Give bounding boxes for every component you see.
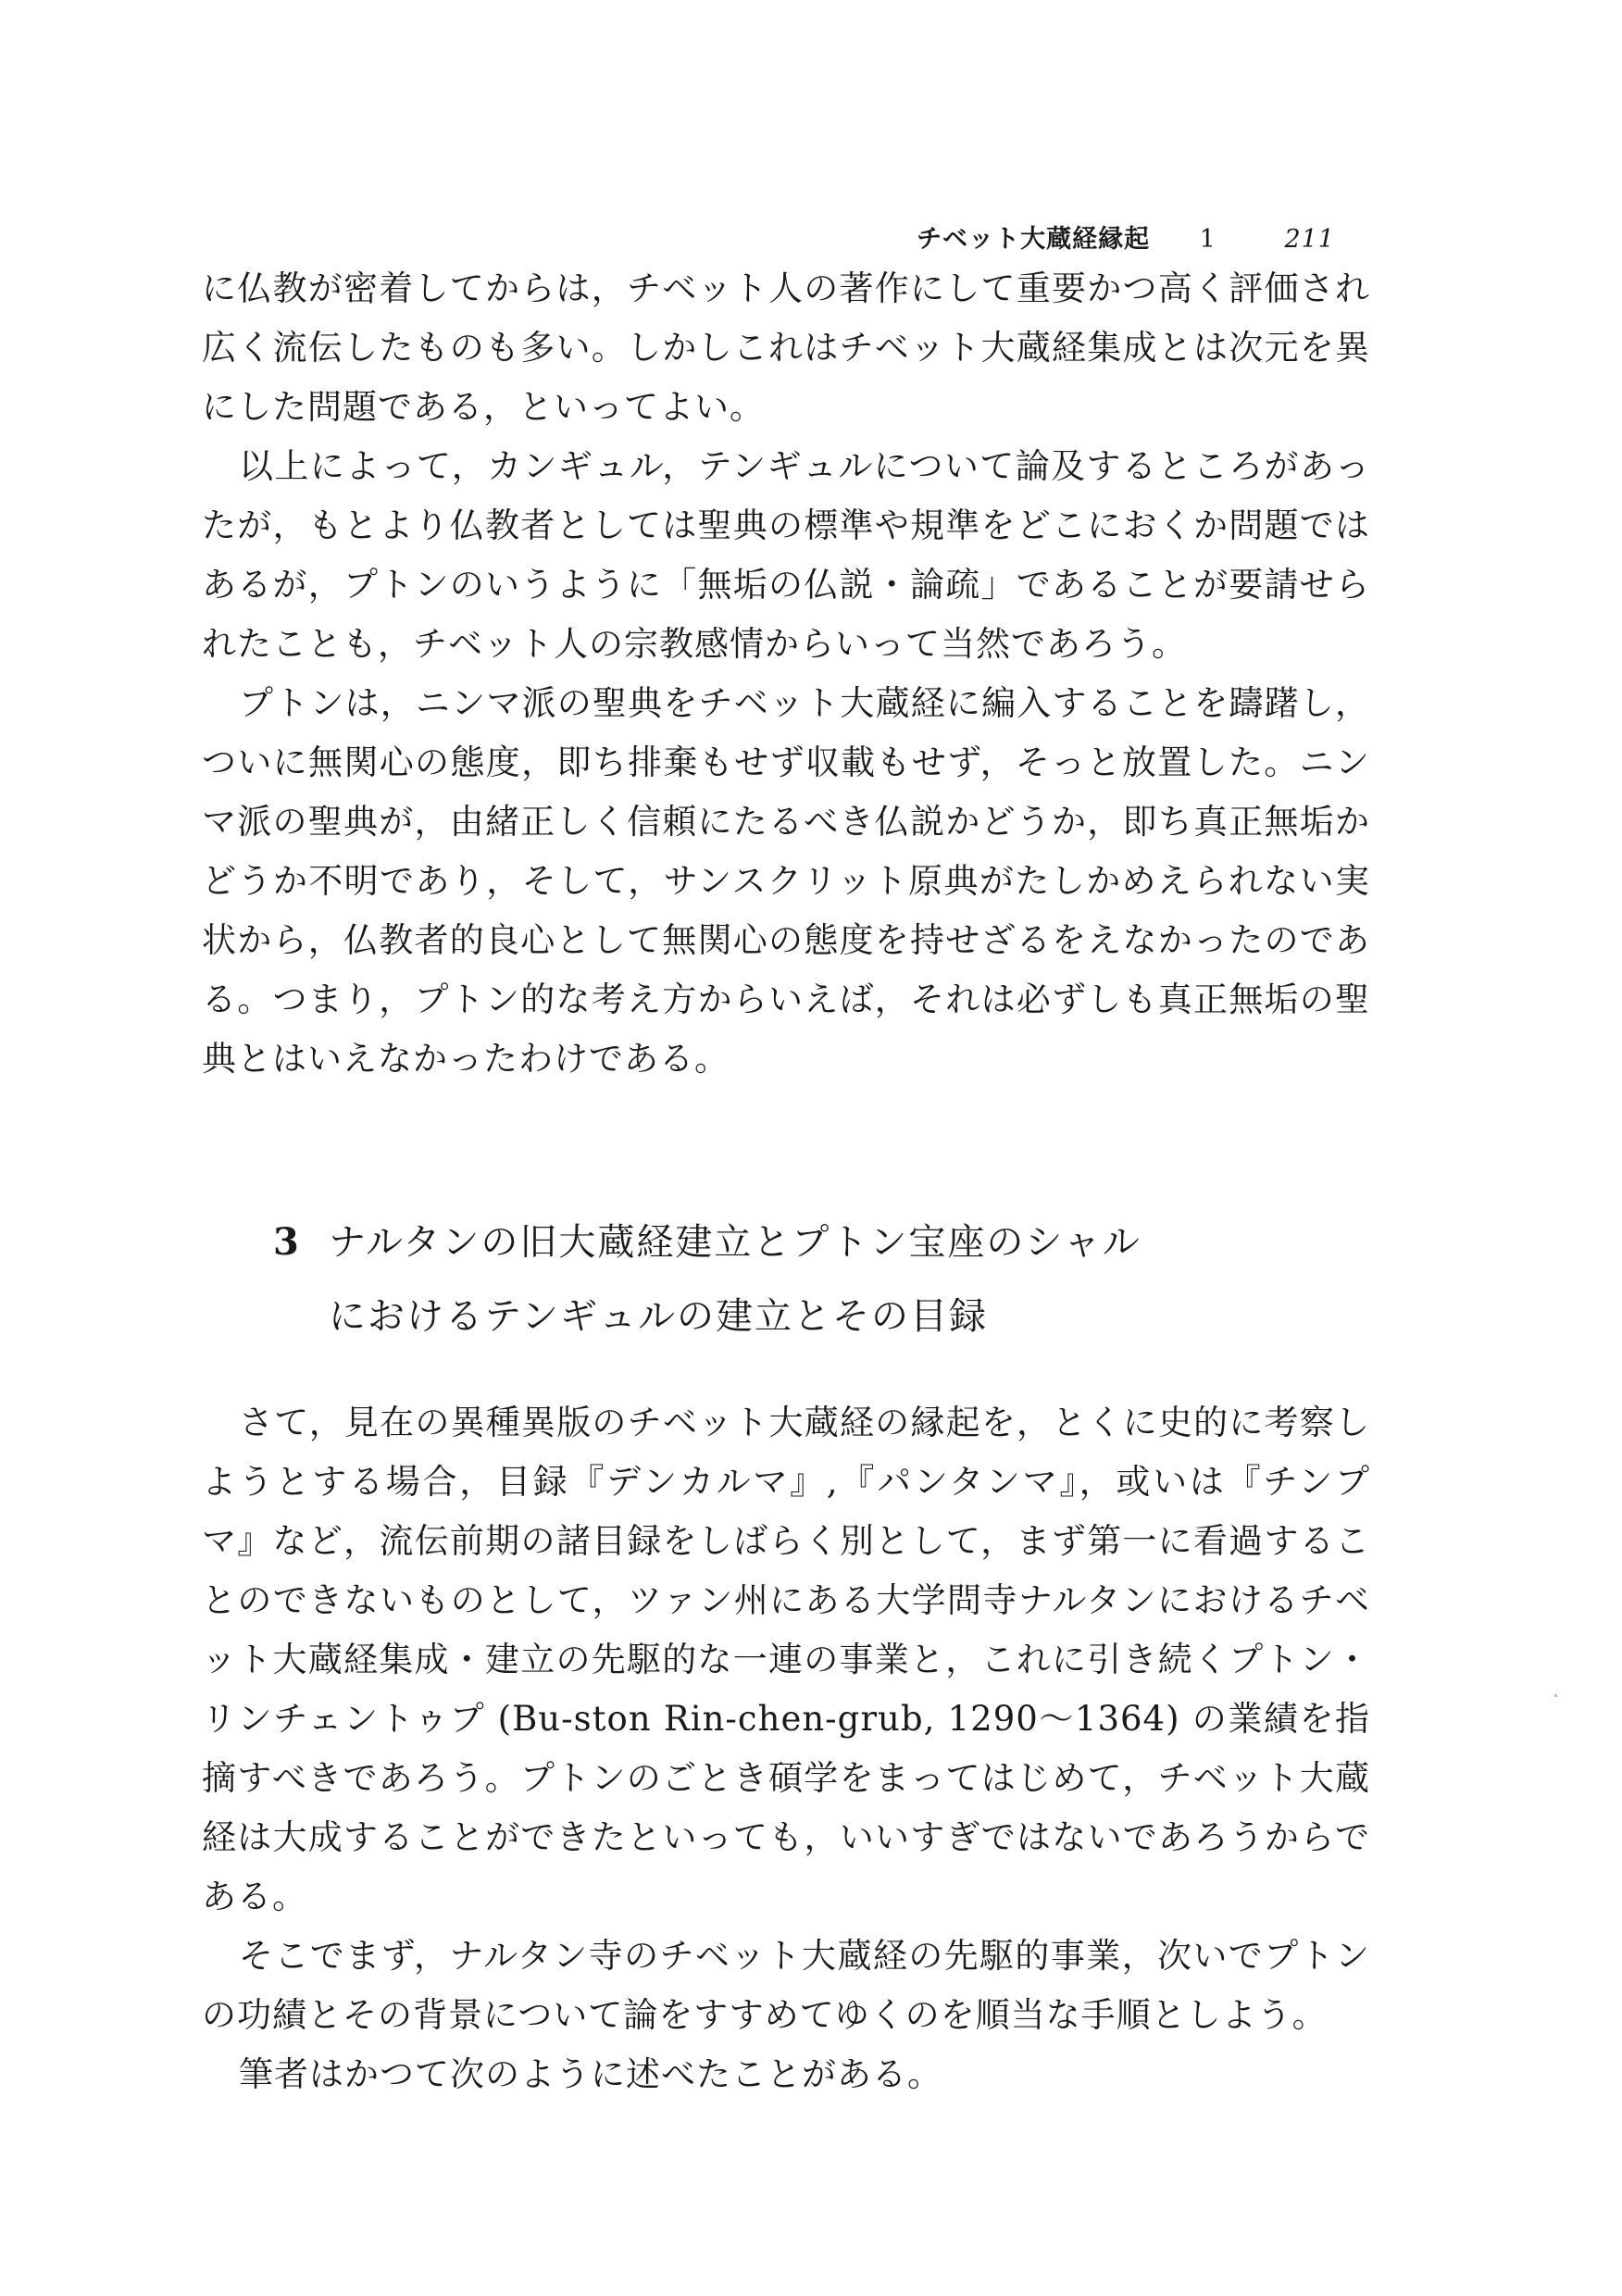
body-text-block-1 (202, 259, 1370, 1089)
section-title-line-2: におけるテンギュルの建立とその目録 (329, 1295, 988, 1338)
section-title-line-1: ナルタンの旧大蔵経建立とプトン宝座のシャル (329, 1221, 1142, 1264)
section-heading (273, 1205, 1142, 1354)
paragraph: プトンは，ニンマ派の聖典をチベット大蔵経に編入することを躊躇し，ついに無関心の態度，即ち排棄もせず収載もせず，そっと放置した。ニンマ派の聖典が，由緒正しく信頼にたるべき仏説かどうか，即ち真正無垢かどうか不明であり，そして，サンスクリット原典がたしかめえられない実状から，仏教者的良心として無関心の態度を持せざるをえなかったのである。つまり，プトン的な考え方からいえば，それは必ずしも真正無垢の聖典とはいえなかったわけである。 (202, 683, 1370, 1079)
paragraph: に仏教が密着してからは，チベット人の著作にして重要かつ高く評価され広く流伝したものも多い。しかしこれはチベット大蔵経集成とは次元を異にした問題である，といってよい。 (202, 268, 1370, 427)
running-title: チベット大蔵経縁起 (917, 225, 1151, 254)
running-header (917, 218, 1335, 255)
page-number: 211 (1284, 225, 1335, 254)
chapter-number: 1 (1199, 225, 1216, 254)
paragraph: 以上によって，カンギュル，テンギュルについて論及するところがあったが，もとより仏教者としては聖典の標準や規準をどこにおくか問題ではあるが，プトンのいうように「無垢の仏説・論疏」であることが要請せられたことも，チベット人の宗教感情からいって当然であろう。 (202, 446, 1370, 664)
paragraph: さて，見在の異種異版のチベット大蔵経の縁起を，とくに史的に考察しようとする場合，目録『デンカルマ』,『パンタンマ』，或いは『チンプマ』など，流伝前期の諸目録をしばらく別として，まず第一に看過することのできないものとして，ツァン州にある大学問寺ナルタンにおけるチベット大蔵経集成・建立の先駆的な一連の事業と，これに引き続くプトン・リンチェントゥプ (Bu-ston Rin-chen-grub, 1290～1364) の業績を指摘すべきであろう。プトンのごとき碩学をまってはじめて，チベット大蔵経は大成することができたといっても，いいすぎではないであろうからである。 (202, 1403, 1370, 1916)
paragraph: 筆者はかつて次のように述べたことがある。 (239, 2054, 942, 2094)
section-number: 3 (273, 1220, 301, 1264)
body-text-block-2 (202, 1393, 1370, 2104)
paragraph: そこでまず，ナルタン寺のチベット大蔵経の先駆的事業，次いでプトンの功績とその背景について論をすすめてゆくのを順当な手順としよう。 (202, 1936, 1370, 2035)
scan-speck (1554, 1694, 1557, 1697)
